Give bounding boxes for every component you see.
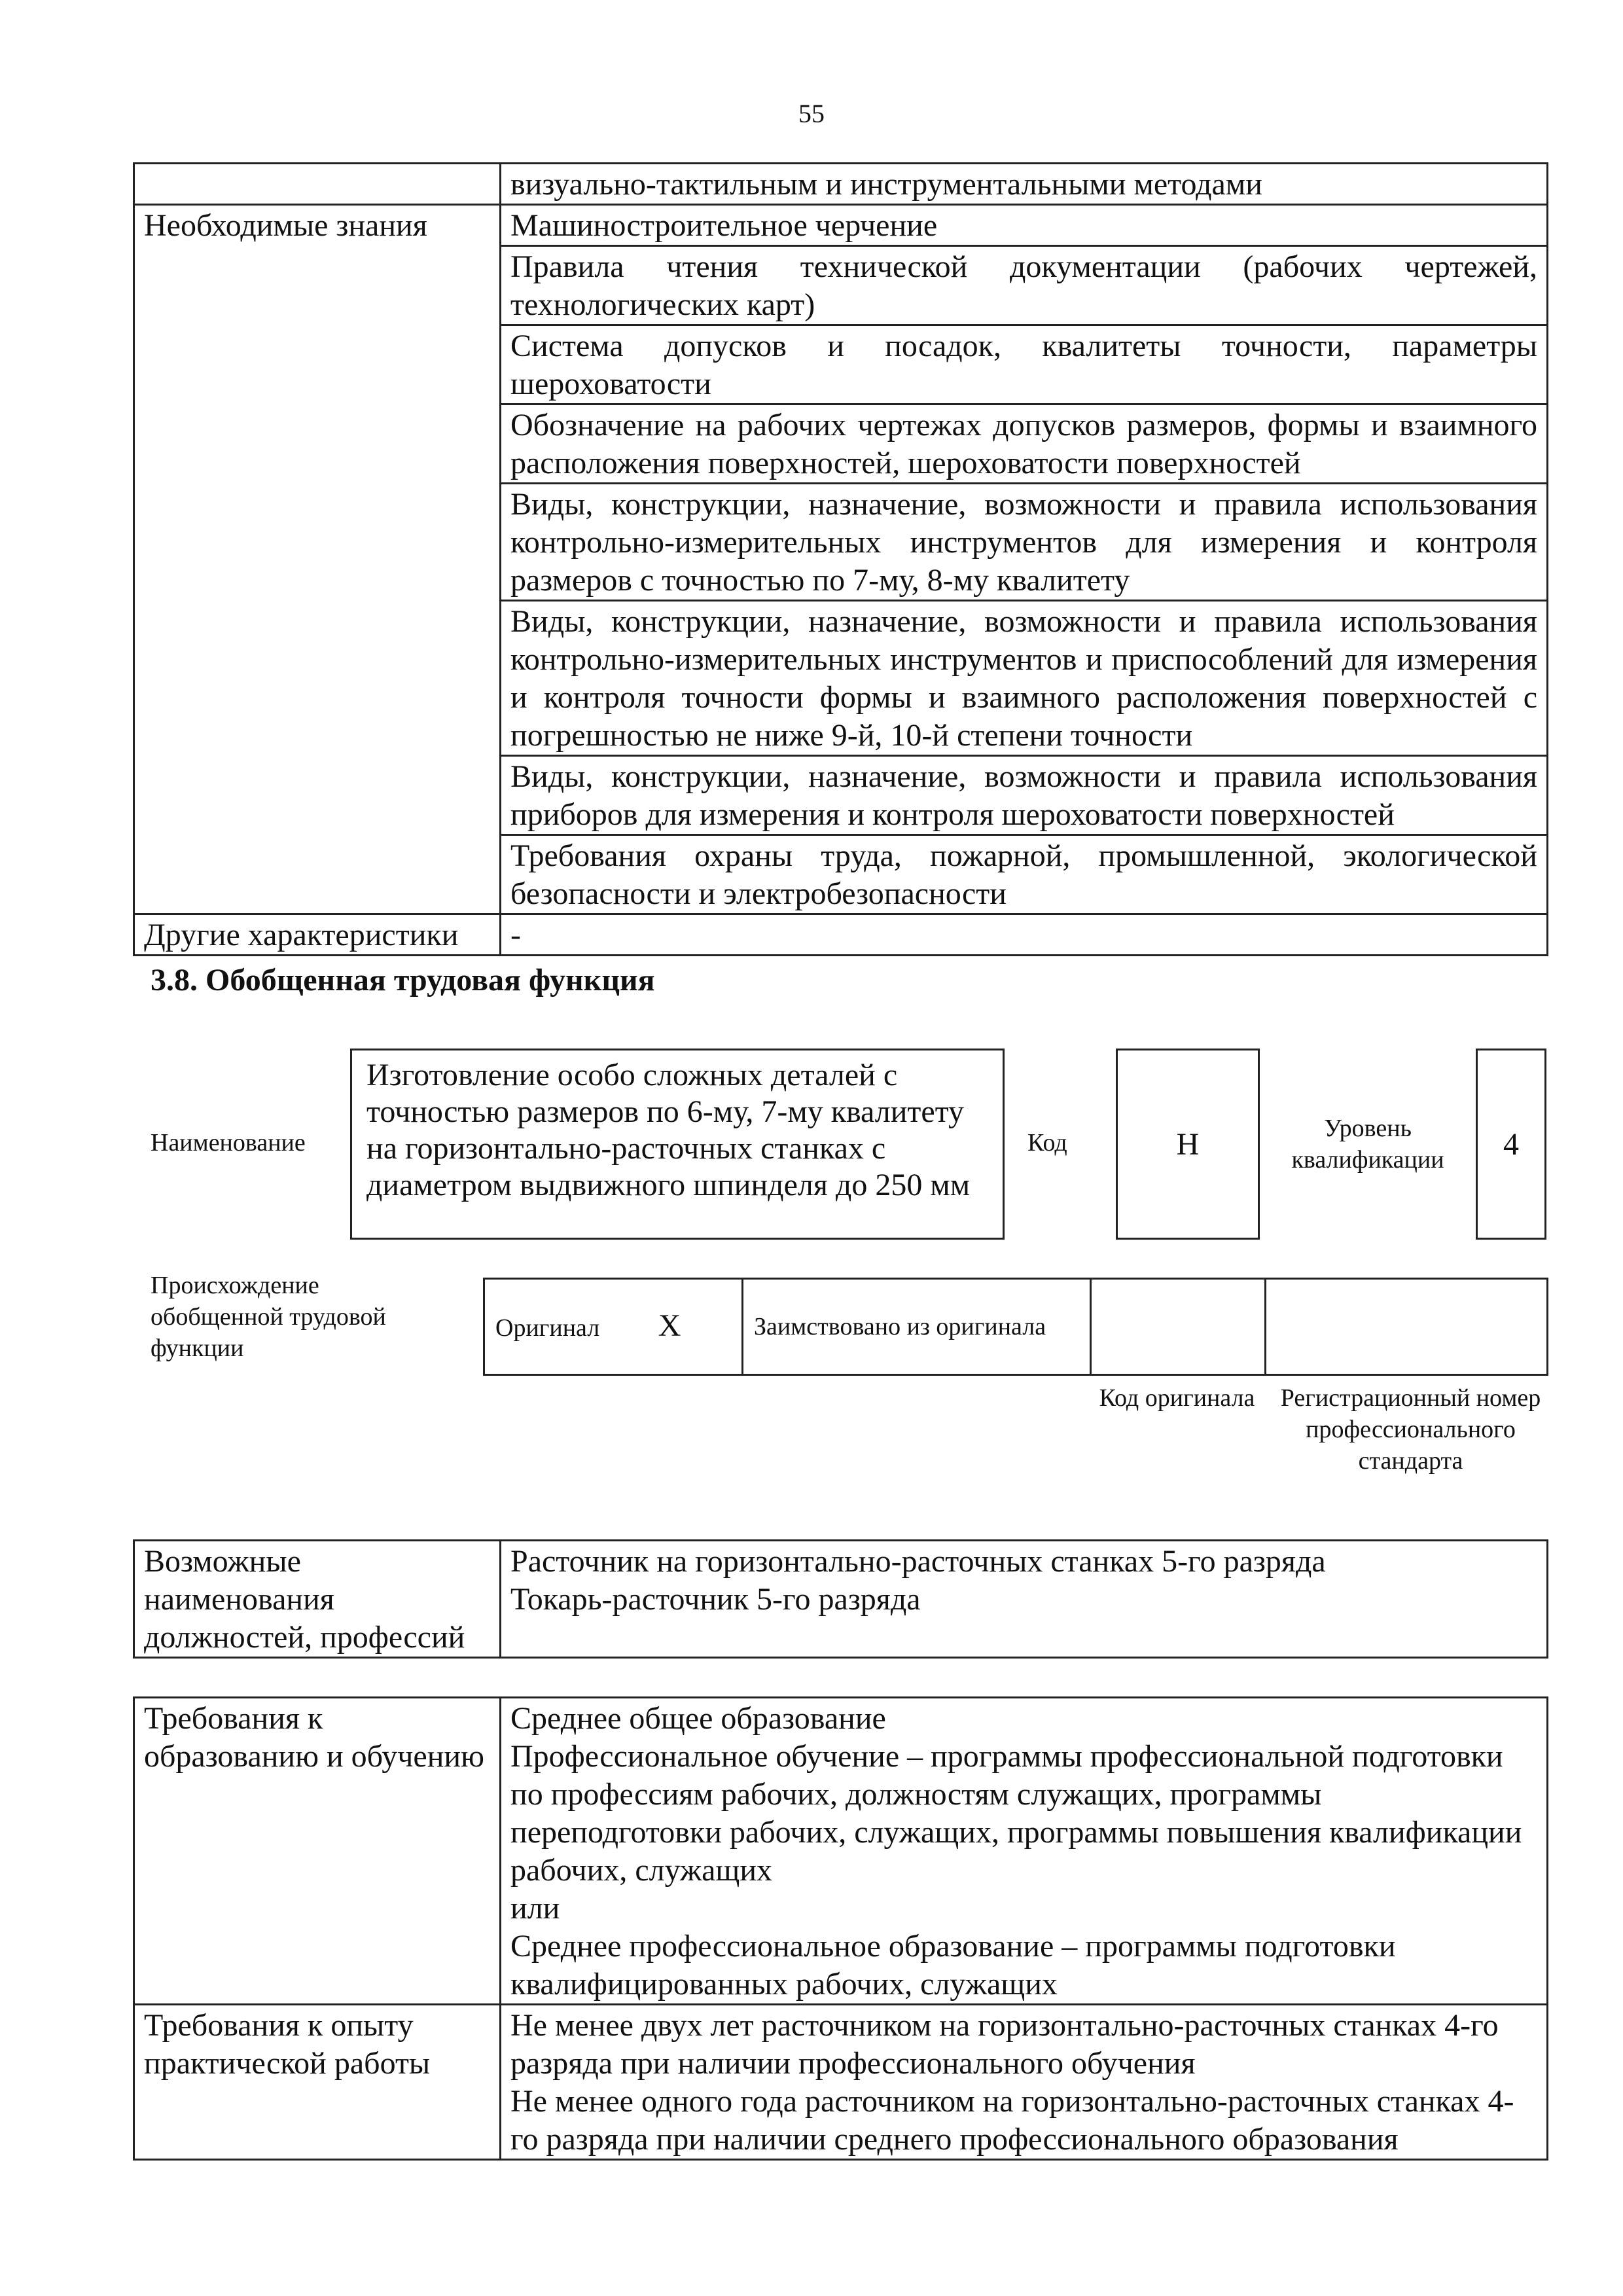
code-value: H bbox=[1176, 1126, 1200, 1162]
education-values bbox=[501, 1698, 1548, 2005]
knowledge-item: Виды, конструкции, назначение, возможности и правила использования контрольно-измерительных инструментов и приспособлений для измерения и контроля точности формы и взаимного расположения поверхностей с погрешностью не ниже 9-й, 10-й степени точности bbox=[501, 601, 1548, 756]
education-line: Среднее профессиональное образование – программы подготовки квалифицированных рабочих, служащих bbox=[510, 1929, 1396, 2001]
positions-table bbox=[133, 1539, 1548, 1659]
table-row bbox=[134, 164, 1548, 205]
knowledge-table bbox=[133, 162, 1548, 956]
registration-number-cell bbox=[1266, 1279, 1548, 1375]
experience-label: Требования к опыту практической работы bbox=[134, 2005, 501, 2160]
education-label: Требования к образованию и обучению bbox=[134, 1698, 501, 2005]
origin-original-cell bbox=[484, 1279, 743, 1375]
education-line: Среднее общее образование bbox=[510, 1701, 886, 1736]
requirements-table bbox=[133, 1696, 1548, 2161]
knowledge-item: Машиностроительное черчение bbox=[501, 205, 1548, 246]
origin-table bbox=[483, 1278, 1548, 1376]
table-row bbox=[134, 2005, 1548, 2160]
knowledge-item: Система допусков и посадок, квалитеты точности, параметры шероховатости bbox=[501, 325, 1548, 404]
knowledge-item: Виды, конструкции, назначение, возможности и правила использования приборов для измерения и контроля шероховатости поверхностей bbox=[501, 756, 1548, 835]
function-name-value: Изготовление особо сложных деталей с точностью размеров по 6-му, 7-му квалитету на горизонтально-расточных станках с диаметром выдвижного шпинделя до 250 мм bbox=[366, 1058, 971, 1202]
section-title: 3.8. Обобщенная трудовая функция bbox=[151, 963, 655, 997]
page-number: 55 bbox=[798, 99, 825, 128]
other-characteristics-label: Другие характеристики bbox=[134, 914, 501, 956]
knowledge-item: Правила чтения технической документации (рабочих чертежей, технологических карт) bbox=[501, 246, 1548, 325]
reg-caption: Регистрационный номер профессионального стандарта bbox=[1280, 1384, 1541, 1475]
code-box bbox=[1116, 1049, 1260, 1240]
position-item: Токарь-расточник 5-го разряда bbox=[510, 1582, 921, 1617]
level-box bbox=[1476, 1049, 1546, 1240]
level-label: Уровень квалификации bbox=[1291, 1115, 1444, 1174]
table-row bbox=[484, 1279, 1548, 1375]
table-row bbox=[134, 914, 1548, 956]
experience-values bbox=[501, 2005, 1548, 2160]
original-mark: X bbox=[658, 1308, 681, 1343]
name-label: Наименование bbox=[151, 1129, 306, 1157]
position-item: Расточник на горизонтально-расточных станках 5-го разряда bbox=[510, 1544, 1326, 1579]
original-code-cell bbox=[1091, 1279, 1266, 1375]
knowledge-item: Требования охраны труда, пожарной, промышленной, экологической безопасности и электробезопасности bbox=[501, 835, 1548, 914]
level-value: 4 bbox=[1503, 1126, 1519, 1162]
origin-label: Происхождение обобщенной трудовой функции bbox=[151, 1272, 386, 1362]
function-name-box bbox=[350, 1049, 1005, 1240]
positions-values bbox=[501, 1541, 1548, 1658]
code-caption: Код оригинала bbox=[1099, 1384, 1255, 1412]
other-characteristics-value: - bbox=[501, 914, 1548, 956]
code-label: Код bbox=[1027, 1129, 1067, 1157]
knowledge-item: Обозначение на рабочих чертежах допусков размеров, формы и взаимного расположения поверхностей, шероховатости поверхностей bbox=[501, 404, 1548, 484]
table-row bbox=[134, 1698, 1548, 2005]
continuation-text: визуально-тактильным и инструментальными методами bbox=[501, 164, 1548, 205]
original-label: Оригинал bbox=[495, 1314, 600, 1342]
table-row bbox=[134, 205, 1548, 246]
education-line: или bbox=[510, 1891, 560, 1926]
borrowed-label: Заимствовано из оригинала bbox=[743, 1279, 1091, 1375]
education-line: Профессиональное обучение – программы профессиональной подготовки по профессиям рабочих, должностям служащих, программы переподготовки рабочих, служащих, программы повышения квалификации рабочих, служащих bbox=[510, 1739, 1522, 1888]
experience-line: Не менее одного года расточником на горизонтально-расточных станках 4-го разряда при наличии среднего профессионального образования bbox=[510, 2084, 1514, 2157]
experience-line: Не менее двух лет расточником на горизонтально-расточных станках 4-го разряда при наличии профессионального обучения bbox=[510, 2008, 1499, 2081]
positions-label: Возможные наименования должностей, профессий bbox=[134, 1541, 501, 1658]
table-cell bbox=[134, 164, 501, 205]
knowledge-item: Виды, конструкции, назначение, возможности и правила использования контрольно-измерительных инструментов для измерения и контроля размеров с точностью по 7-му, 8-му квалитету bbox=[501, 484, 1548, 601]
knowledge-label: Необходимые знания bbox=[134, 205, 501, 914]
table-row bbox=[134, 1541, 1548, 1658]
